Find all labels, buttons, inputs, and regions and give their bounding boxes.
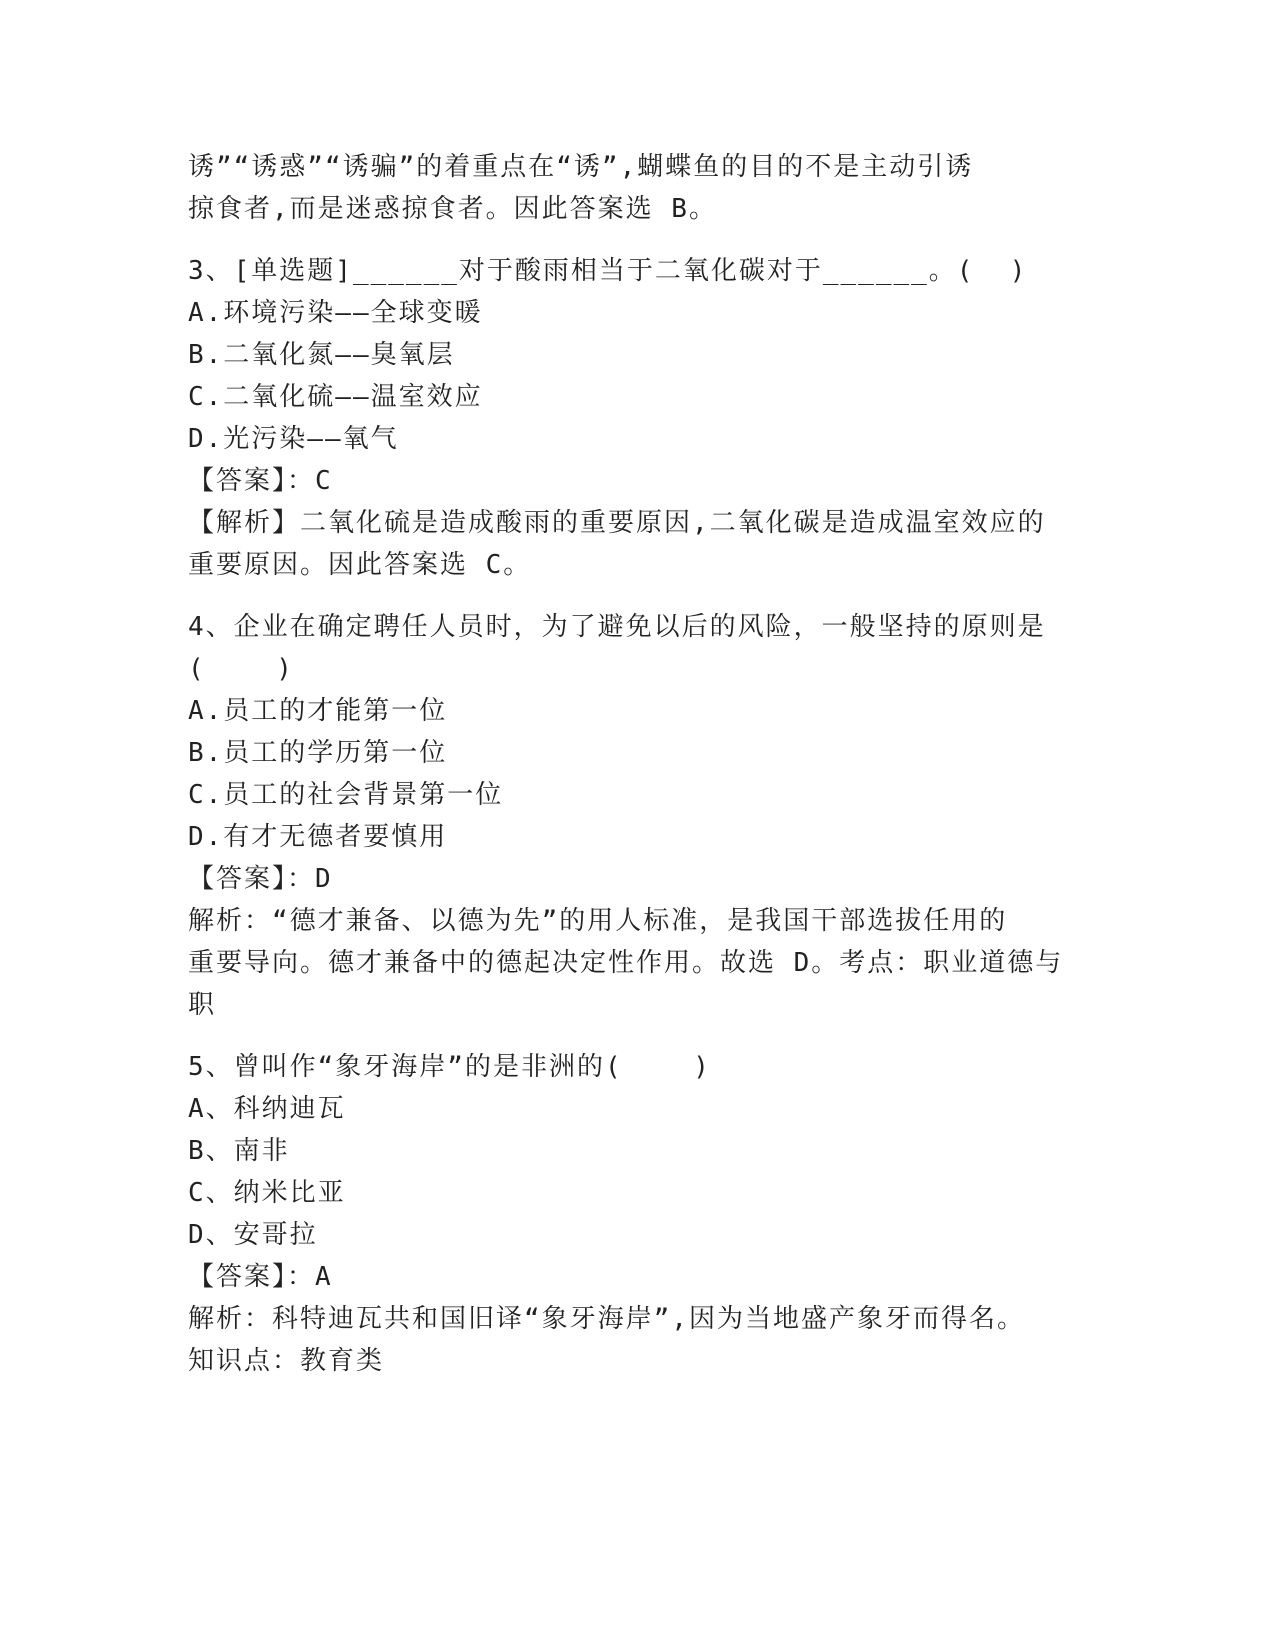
option-d: D.有才无德者要慎用 <box>188 822 448 852</box>
option-b: B、南非 <box>188 1136 290 1166</box>
document-page <box>188 146 1088 1382</box>
question-3 <box>188 250 1088 586</box>
spacer <box>188 230 1088 250</box>
analysis-line: 掠食者,而是迷惑掠食者。因此答案选 B。 <box>188 194 717 224</box>
question-stem: 4、企业在确定聘任人员时，为了避免以后的风险，一般坚持的原则是 <box>188 612 1046 642</box>
answer-line: 【答案】：D <box>188 864 333 894</box>
analysis-line: 解析：科特迪瓦共和国旧译“象牙海岸”,因为当地盛产象牙而得名。 <box>188 1304 1025 1334</box>
analysis-line: 【解析】二氧化硫是造成酸雨的重要原因,二氧化碳是造成温室效应的 <box>188 508 1046 538</box>
analysis-line: 诱”“诱惑”“诱骗”的着重点在“诱”,蝴蝶鱼的目的不是主动引诱 <box>188 152 974 182</box>
option-c: C、纳米比亚 <box>188 1178 346 1208</box>
option-a: A.员工的才能第一位 <box>188 696 448 726</box>
spacer <box>188 1026 1088 1046</box>
answer-line: 【答案】：A <box>188 1262 333 1292</box>
option-c: C.员工的社会背景第一位 <box>188 780 504 810</box>
analysis-line: 重要导向。德才兼备中的德起决定性作用。故选 D。考点：职业道德与 <box>188 948 1064 978</box>
option-b: B.员工的学历第一位 <box>188 738 448 768</box>
intro-analysis <box>188 146 1088 230</box>
option-b: B.二氧化氮——臭氧层 <box>188 340 455 370</box>
analysis-line: 重要原因。因此答案选 C。 <box>188 550 532 580</box>
question-stem: ( ) <box>188 654 294 684</box>
option-a: A、科纳迪瓦 <box>188 1094 346 1124</box>
analysis-line: 解析：“德才兼备、以德为先”的用人标准，是我国干部选拔任用的 <box>188 906 1008 936</box>
option-d: D.光污染——氧气 <box>188 424 399 454</box>
analysis-line: 知识点：教育类 <box>188 1346 385 1376</box>
option-c: C.二氧化硫——温室效应 <box>188 382 483 412</box>
answer-line: 【答案】：C <box>188 466 333 496</box>
question-5 <box>188 1046 1088 1382</box>
option-d: D、安哥拉 <box>188 1220 318 1250</box>
question-stem: 3、[单选题]______对于酸雨相当于二氧化碳对于______。( ) <box>188 256 1028 286</box>
question-stem: 5、曾叫作“象牙海岸”的是非洲的( ) <box>188 1052 711 1082</box>
spacer <box>188 586 1088 606</box>
analysis-line: 职 <box>188 990 217 1020</box>
question-4 <box>188 606 1088 1026</box>
option-a: A.环境污染——全球变暖 <box>188 298 483 328</box>
